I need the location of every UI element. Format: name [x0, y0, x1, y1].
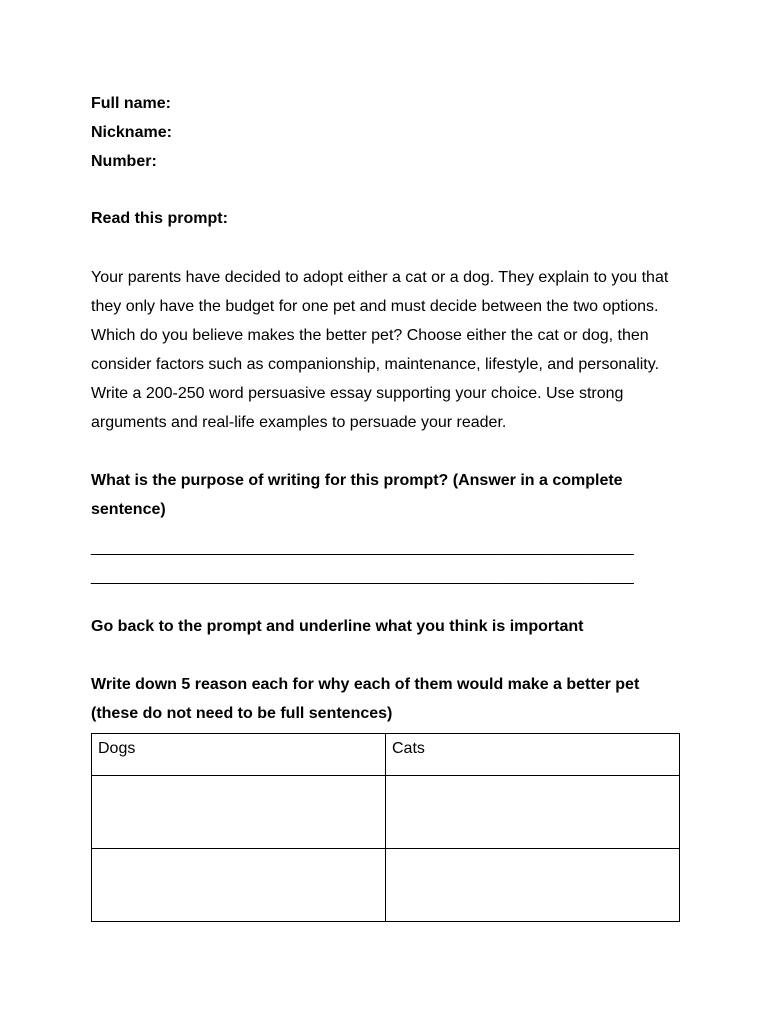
purpose-question: What is the purpose of writing for this prompt? (Answer in a complete sentence) [91, 472, 623, 518]
underline-instruction: Go back to the prompt and underline what you think is important [91, 618, 584, 635]
dogs-header: Dogs [92, 734, 386, 776]
table-header-row [92, 734, 680, 776]
cats-header: Cats [386, 734, 680, 776]
answer-line[interactable]: _____________________________________________________________ [91, 539, 634, 556]
full-name-label: Full name: [91, 95, 172, 112]
nickname-label: Nickname: [91, 124, 172, 141]
read-prompt-heading: Read this prompt: [91, 210, 228, 227]
dogs-reason-cell[interactable] [92, 776, 386, 849]
reasons-question: Write down 5 reason each for why each of them would make a better pet (these do not need to be full sentences) [91, 676, 640, 722]
cats-reason-cell[interactable] [386, 776, 680, 849]
prompt-paragraph: Your parents have decided to adopt either a cat or a dog. They explain to you that they only have the budget for one pet and must decide between the two options. Which do you believe makes the better pet? Choose either the cat or dog, then consider factors such as companionship, maintenance, lifestyle, and personality. Write a 200-250 word persuasive essay supporting your choice. Use strong arguments and real-life examples to persuade your reader. [91, 269, 669, 431]
dogs-reason-cell[interactable] [92, 849, 386, 922]
table-row [92, 849, 680, 922]
cats-reason-cell[interactable] [386, 849, 680, 922]
number-label: Number: [91, 153, 157, 170]
reasons-table [91, 733, 680, 922]
answer-line[interactable]: _____________________________________________________________ [91, 568, 634, 585]
student-info-block [91, 89, 172, 176]
answer-lines [91, 533, 634, 591]
table-row [92, 776, 680, 849]
